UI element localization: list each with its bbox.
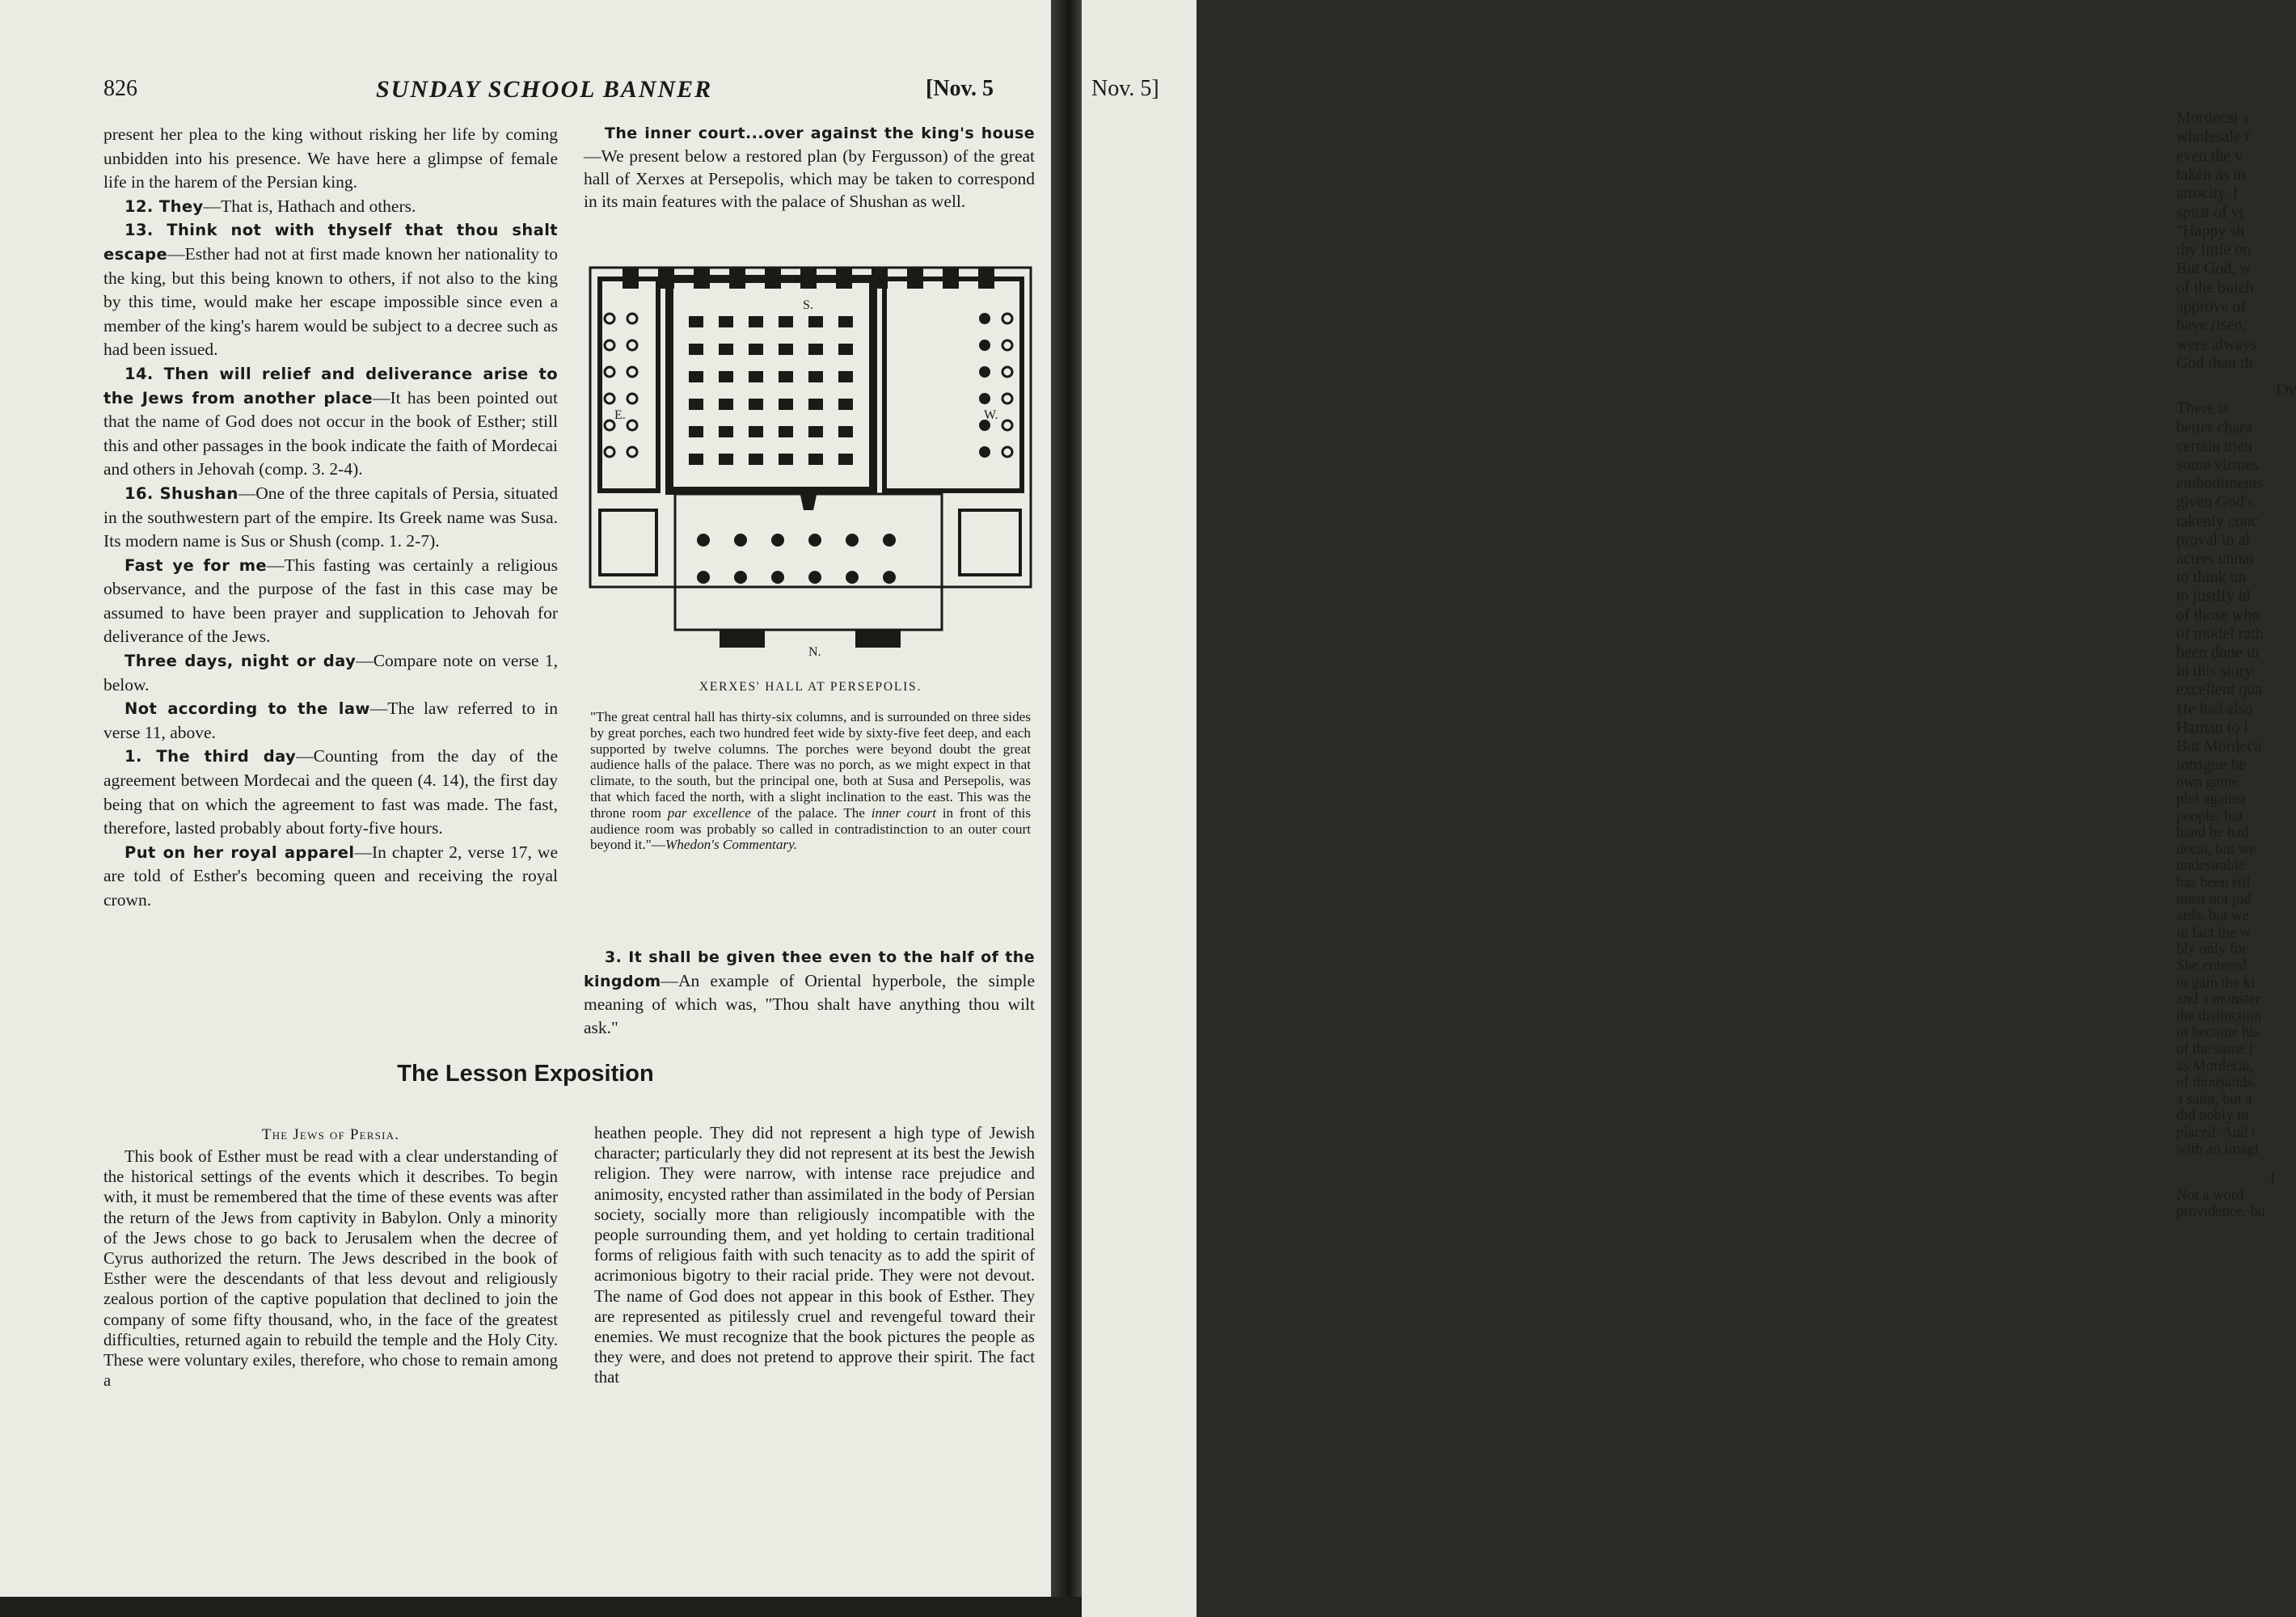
porch-column xyxy=(808,571,821,584)
facing-text-line: There is xyxy=(2176,399,2229,418)
facing-text-line: Haman to l xyxy=(2176,718,2248,737)
porch-column xyxy=(883,534,896,547)
facing-text-line: I xyxy=(2270,1171,2276,1188)
label-south: S. xyxy=(803,298,813,312)
note-paragraph xyxy=(584,121,1035,213)
note-text: —An example of Oriental hyperbole, the simple meaning of which was, "Thou shalt have anything thou wilt ask." xyxy=(584,970,1035,1037)
note-paragraph xyxy=(103,649,558,697)
facing-text-line: acters unnat xyxy=(2176,550,2255,568)
facing-text-line: must not jud xyxy=(2176,891,2252,908)
facing-text-line: of those who xyxy=(2176,606,2260,624)
note-headword: Put on her royal apparel xyxy=(125,842,355,862)
facing-text-line: God than th xyxy=(2176,353,2253,372)
porch-column xyxy=(771,534,784,547)
facing-text-line: have risen, xyxy=(2176,316,2247,335)
facing-text-line: given God's xyxy=(2176,493,2254,512)
facing-text-line: She entered xyxy=(2176,958,2247,974)
floor-plan-drawing xyxy=(590,268,1031,648)
page-edge-shadow xyxy=(0,1597,1082,1617)
hall-column xyxy=(689,399,703,410)
facing-text-line: Not a word xyxy=(2176,1187,2244,1204)
hall-column xyxy=(749,454,763,465)
facing-text-line: taken as in xyxy=(2176,165,2246,184)
hall-column xyxy=(779,454,793,465)
quote-source: Whedon's Commentary. xyxy=(665,837,798,853)
hall-column xyxy=(779,399,793,410)
porch-column xyxy=(846,534,859,547)
hall-column xyxy=(808,399,823,410)
note-paragraph xyxy=(103,697,558,745)
quote-emphasis: inner court xyxy=(871,804,937,821)
west-porch-wall xyxy=(884,279,1022,491)
notes-column-right-bottom xyxy=(584,945,1035,1039)
hall-column xyxy=(779,344,793,355)
porch-column xyxy=(605,447,614,457)
quote-emphasis: par excellence xyxy=(667,804,751,821)
hall-column xyxy=(689,426,703,437)
notes-column-right-top xyxy=(584,121,1035,213)
notes-column-left xyxy=(103,123,558,913)
exposition-paragraph: This book of Esther must be read with a clear understanding of the historical settings of the events which it describes. To begin with, it must be remembered that the time of these events was after the return of the Jews from captivity in Babylon. Only a minority of the Jews chose to go back to Jerusalem when the decree of Cyrus authorized the return. The Jews described in the book of Esther were the descendants of that less devout and religiously zealous portion of the captive population that declined to join the company of some fifty thousand, who, in the face of the greatest difficulties, returned again to rebuild the temple and the Holy City. These were voluntary exiles, therefore, who chose to remain among a xyxy=(103,1148,558,1391)
pier xyxy=(658,268,674,289)
hall-column xyxy=(838,371,853,382)
hall-column xyxy=(719,344,733,355)
porch-column xyxy=(1002,420,1012,430)
hall-column xyxy=(838,344,853,355)
porch-column xyxy=(697,534,710,547)
facing-text-line: Mordecai a xyxy=(2176,109,2250,127)
porch-column xyxy=(979,446,990,458)
note-headword: The inner court...over against the king's house xyxy=(605,125,1035,142)
facing-text-line: better chara xyxy=(2176,418,2252,437)
note-headword: 16. Shushan xyxy=(125,483,238,503)
facing-text-line: wholesale r xyxy=(2176,128,2251,146)
hall-column xyxy=(689,371,703,382)
porch-column xyxy=(605,314,614,323)
note-text: —Counting from the day of the agreement between Mordecai and the queen (4. 14), the first day being that on which the agreement to fast was made. The fast, therefore, lasted probably about forty-five hours. xyxy=(103,746,558,838)
note-paragraph xyxy=(103,218,558,362)
porch-column xyxy=(883,571,896,584)
porch-column xyxy=(1002,340,1012,350)
facing-text-line: a saint, but a xyxy=(2176,1091,2252,1108)
note-headword: 14. Then will relief and deliverance arise to the Jews from another place xyxy=(103,364,558,407)
facing-text-line: and a monster xyxy=(2176,991,2260,1008)
hall-column xyxy=(719,316,733,327)
porch-column xyxy=(1002,367,1012,377)
hall-column xyxy=(719,454,733,465)
throne-niche xyxy=(799,488,818,510)
pier xyxy=(800,268,817,289)
side-room xyxy=(960,510,1020,575)
exposition-column-left xyxy=(103,1147,558,1391)
north-stair xyxy=(720,630,765,648)
note-paragraph xyxy=(103,362,558,482)
facing-text-line: decai, but we xyxy=(2176,841,2256,858)
facing-text-line: hand he had xyxy=(2176,825,2249,842)
hall-column xyxy=(689,344,703,355)
note-text: —One of the three capitals of Persia, situated in the southwestern part of the empire. Its Greek name was Susa. Its modern name is Sus or Shush (comp. 1. 2-7). xyxy=(103,483,558,551)
hall-column xyxy=(838,454,853,465)
facing-text-line: placed. And t xyxy=(2176,1125,2256,1141)
facing-text-line: people; but xyxy=(2176,808,2243,825)
facing-text-line: undesirable xyxy=(2176,858,2246,875)
hall-column xyxy=(749,399,763,410)
facing-text-line: thy little on xyxy=(2176,241,2252,260)
facing-text-line: to think un xyxy=(2176,568,2247,587)
note-headword: 1. The third day xyxy=(125,747,297,766)
facing-text-line: But Mordeca xyxy=(2176,737,2261,755)
facing-text-line: with an imagi xyxy=(2176,1141,2259,1158)
pier xyxy=(836,268,852,289)
note-text: —In chapter 2, verse 17, we are told of Esther's becoming queen and receiving the royal crown. xyxy=(103,842,558,910)
porch-column xyxy=(605,340,614,350)
label-east: E. xyxy=(614,408,626,422)
note-text: present her plea to the king without risking her life by coming unbidden into his presence. We have here a glimpse of female life in the harem of the Persian king. xyxy=(103,125,558,192)
pier xyxy=(943,268,959,289)
quote-text: "The great central hall has thirty-six columns, and is surrounded on three sides by great porches, each two hundred feet wide by sixty-five feet deep, and each supported by twelve columns. The porches were beyond doubt the great audience halls of the palace. There was no porch, as we might expect in that climate, to the south, but the principal one, both at Susa and Persepolis, was that which faced the north, with a slight inclination to the east. This was the throne room xyxy=(590,709,1031,821)
pier xyxy=(765,268,781,289)
note-text: —The law referred to in verse 11, above. xyxy=(103,699,559,742)
hall-column xyxy=(719,399,733,410)
facing-text-line: of thousands. xyxy=(2176,1074,2256,1091)
facing-text-line: excellent qua xyxy=(2176,681,2263,699)
hall-column xyxy=(808,454,823,465)
hall-column xyxy=(719,426,733,437)
note-paragraph xyxy=(103,195,558,219)
facing-text-line: atrocity. I xyxy=(2176,184,2239,203)
page xyxy=(0,0,1051,1597)
porch-column xyxy=(627,420,637,430)
facing-text-line: Ov xyxy=(2277,381,2296,399)
facing-text-line: been done in xyxy=(2176,644,2260,661)
note-headword: 13. Think not with thyself that thou shalt escape xyxy=(103,221,558,264)
note-paragraph xyxy=(103,123,558,195)
facing-text-line: has been stil xyxy=(2176,875,2251,891)
porch-column xyxy=(771,571,784,584)
pier xyxy=(872,268,888,289)
hall-column xyxy=(808,426,823,437)
porch-column xyxy=(605,420,614,430)
note-text: —We present below a restored plan (by Fergusson) of the great hall of Xerxes at Persepolis, which may be taken to correspond in its main features with the palace of Shushan as well. xyxy=(584,146,1035,211)
porch-column xyxy=(979,366,990,378)
note-paragraph xyxy=(103,841,558,913)
quote-text: in front of this audience room was probably so called in contradistinction to an outer court beyond it."— xyxy=(590,804,1032,853)
facing-text-line: to gain the ki xyxy=(2176,974,2256,991)
facing-text-line: as Mordecai, xyxy=(2176,1058,2254,1074)
facing-text-line: takenly conc xyxy=(2176,512,2259,530)
note-text: —Compare note on verse 1, below. xyxy=(103,651,558,695)
pier xyxy=(729,268,745,289)
facing-text-line: some virtues xyxy=(2176,456,2259,474)
side-room xyxy=(600,510,656,575)
issue-date: [Nov. 5 xyxy=(926,76,994,101)
note-text: —This fasting was certainly a religious observance, and the purpose of the fast in this case may be assumed to have been prayer and supplication to Jehovah for deliverance of the Jews. xyxy=(103,555,558,647)
porch-column xyxy=(734,571,747,584)
facing-text-line: the distinction xyxy=(2176,1007,2262,1024)
facing-text-line: in this story. xyxy=(2176,662,2256,681)
pier xyxy=(623,268,639,289)
facing-text-line: providence, bu xyxy=(2176,1204,2265,1221)
hall-column xyxy=(808,371,823,382)
facing-text-line: bly only for xyxy=(2176,941,2247,958)
figure-caption: XERXES' HALL AT PERSEPOLIS. xyxy=(699,680,922,694)
note-headword: Fast ye for me xyxy=(125,555,268,575)
note-text: —That is, Hathach and others. xyxy=(203,196,416,216)
label-north: N. xyxy=(808,645,821,659)
note-headword: Three days, night or day xyxy=(125,652,357,671)
porch-column xyxy=(846,571,859,584)
porch-column xyxy=(627,314,637,323)
facing-text-line: ards, but we xyxy=(2176,908,2249,925)
facing-page-date: Nov. 5] xyxy=(1091,76,1159,101)
hall-column xyxy=(749,371,763,382)
hall-column xyxy=(838,399,853,410)
facing-text-line: proval in al xyxy=(2176,530,2251,549)
porch-column xyxy=(979,313,990,324)
label-west: W. xyxy=(984,408,998,422)
palace-floor-plan xyxy=(590,268,1031,686)
facing-text-line: did nobly in xyxy=(2176,1108,2249,1125)
hall-column xyxy=(779,316,793,327)
pier xyxy=(907,268,923,289)
porch-column xyxy=(979,340,990,351)
facing-text-line: He had also xyxy=(2176,699,2253,718)
exposition-subhead: The Jews of Persia. xyxy=(261,1126,400,1143)
facing-text-line: approve of xyxy=(2176,298,2247,315)
note-headword: Not according to the law xyxy=(125,699,370,719)
hall-column xyxy=(808,344,823,355)
facing-text-line: were always xyxy=(2176,335,2257,353)
hall-column xyxy=(749,426,763,437)
porch-column xyxy=(979,393,990,404)
facing-text-line: of the same i xyxy=(2176,1041,2254,1058)
note-headword: 3. It shall be given thee even to the half of the kingdom xyxy=(584,948,1035,990)
page-number: 826 xyxy=(103,76,137,101)
note-paragraph xyxy=(103,554,558,649)
east-porch-wall xyxy=(600,279,658,491)
quote-text: of the palace. The xyxy=(750,804,872,821)
porch-column xyxy=(627,394,637,403)
hall-column xyxy=(838,426,853,437)
facing-text-line: to justify hi xyxy=(2176,587,2252,606)
north-porch-wall xyxy=(675,494,942,630)
hall-column xyxy=(749,316,763,327)
porch-column xyxy=(1002,394,1012,403)
pier xyxy=(694,268,710,289)
facing-text-line: But God, w xyxy=(2176,260,2252,278)
pier xyxy=(978,268,994,289)
facing-text-line: certain men xyxy=(2176,437,2252,455)
note-paragraph xyxy=(584,945,1035,1039)
note-paragraph xyxy=(103,745,558,840)
note-text: —Esther had not at first made known her nationality to the king, but this being known to others, if not also to the king by this time, would make her escape impossible since even a member of the king's harem would be subject to a decree such as had been issued. xyxy=(103,243,558,360)
exposition-paragraph: heathen people. They did not represent a high type of Jewish character; particularly they did not represent at its best the Jewish religion. They were narrow, with intense race prejudice and animosity, encysted rather than assimilated in the body of Persian society, socially more than religiously incompatible with the people surrounding them, and yet holding to certain traditional forms of religious faith with such tenacity as to add the spirit of acrimonious bigotry to their racial pride. They were not devout. The name of God does not appear in this book of Esther. They are represented as pitilessly cruel and revengeful toward their enemies. We must recognize that the book pictures the people as they were, and does not pretend to approve their spirit. The fact that xyxy=(594,1125,1035,1387)
facing-text-line: of the butch xyxy=(2176,278,2254,297)
facing-text-line: to become his xyxy=(2176,1024,2260,1041)
note-headword: 12. They xyxy=(125,196,204,216)
porch-column xyxy=(1002,447,1012,457)
facing-text-line: "Happy sh xyxy=(2176,222,2245,240)
porch-column xyxy=(627,447,637,457)
hall-column xyxy=(838,316,853,327)
quoted-commentary xyxy=(590,709,1031,853)
porch-column xyxy=(808,534,821,547)
facing-text-line: embodiments xyxy=(2176,475,2264,493)
hall-column xyxy=(719,371,733,382)
facing-text-line: in fact the w xyxy=(2176,924,2251,941)
facing-text-line: of model rath xyxy=(2176,624,2264,643)
binding-gutter xyxy=(1051,0,1082,1609)
porch-column xyxy=(734,534,747,547)
hall-column xyxy=(749,344,763,355)
section-title: The Lesson Exposition xyxy=(397,1061,654,1087)
facing-text-line: intrigue he xyxy=(2176,756,2247,775)
facing-text-line: plot against xyxy=(2176,792,2246,808)
hall-column xyxy=(779,371,793,382)
porch-column xyxy=(697,571,710,584)
north-stair xyxy=(855,630,901,648)
porch-column xyxy=(1002,314,1012,323)
facing-text-line: spirit of vi xyxy=(2176,203,2244,222)
note-text: —It has been pointed out that the name of God does not occur in the book of Esther; still this and other passages in the book indicate the faith of Mordecai and others in Jehovah (comp. 3. 2-4). xyxy=(103,387,558,479)
note-paragraph xyxy=(103,482,558,554)
porch-column xyxy=(627,367,637,377)
porch-column xyxy=(627,340,637,350)
hall-column xyxy=(689,454,703,465)
hall-column xyxy=(779,426,793,437)
hall-column xyxy=(689,316,703,327)
porch-column xyxy=(605,394,614,403)
journal-title: SUNDAY SCHOOL BANNER xyxy=(376,76,713,103)
facing-text-line: even the v xyxy=(2176,146,2243,165)
facing-text-line: own game. xyxy=(2176,775,2243,792)
hall-column xyxy=(808,316,823,327)
porch-column xyxy=(605,367,614,377)
facing-page xyxy=(1082,0,2296,1617)
exposition-column-right xyxy=(594,1124,1035,1389)
running-head xyxy=(0,76,1051,108)
